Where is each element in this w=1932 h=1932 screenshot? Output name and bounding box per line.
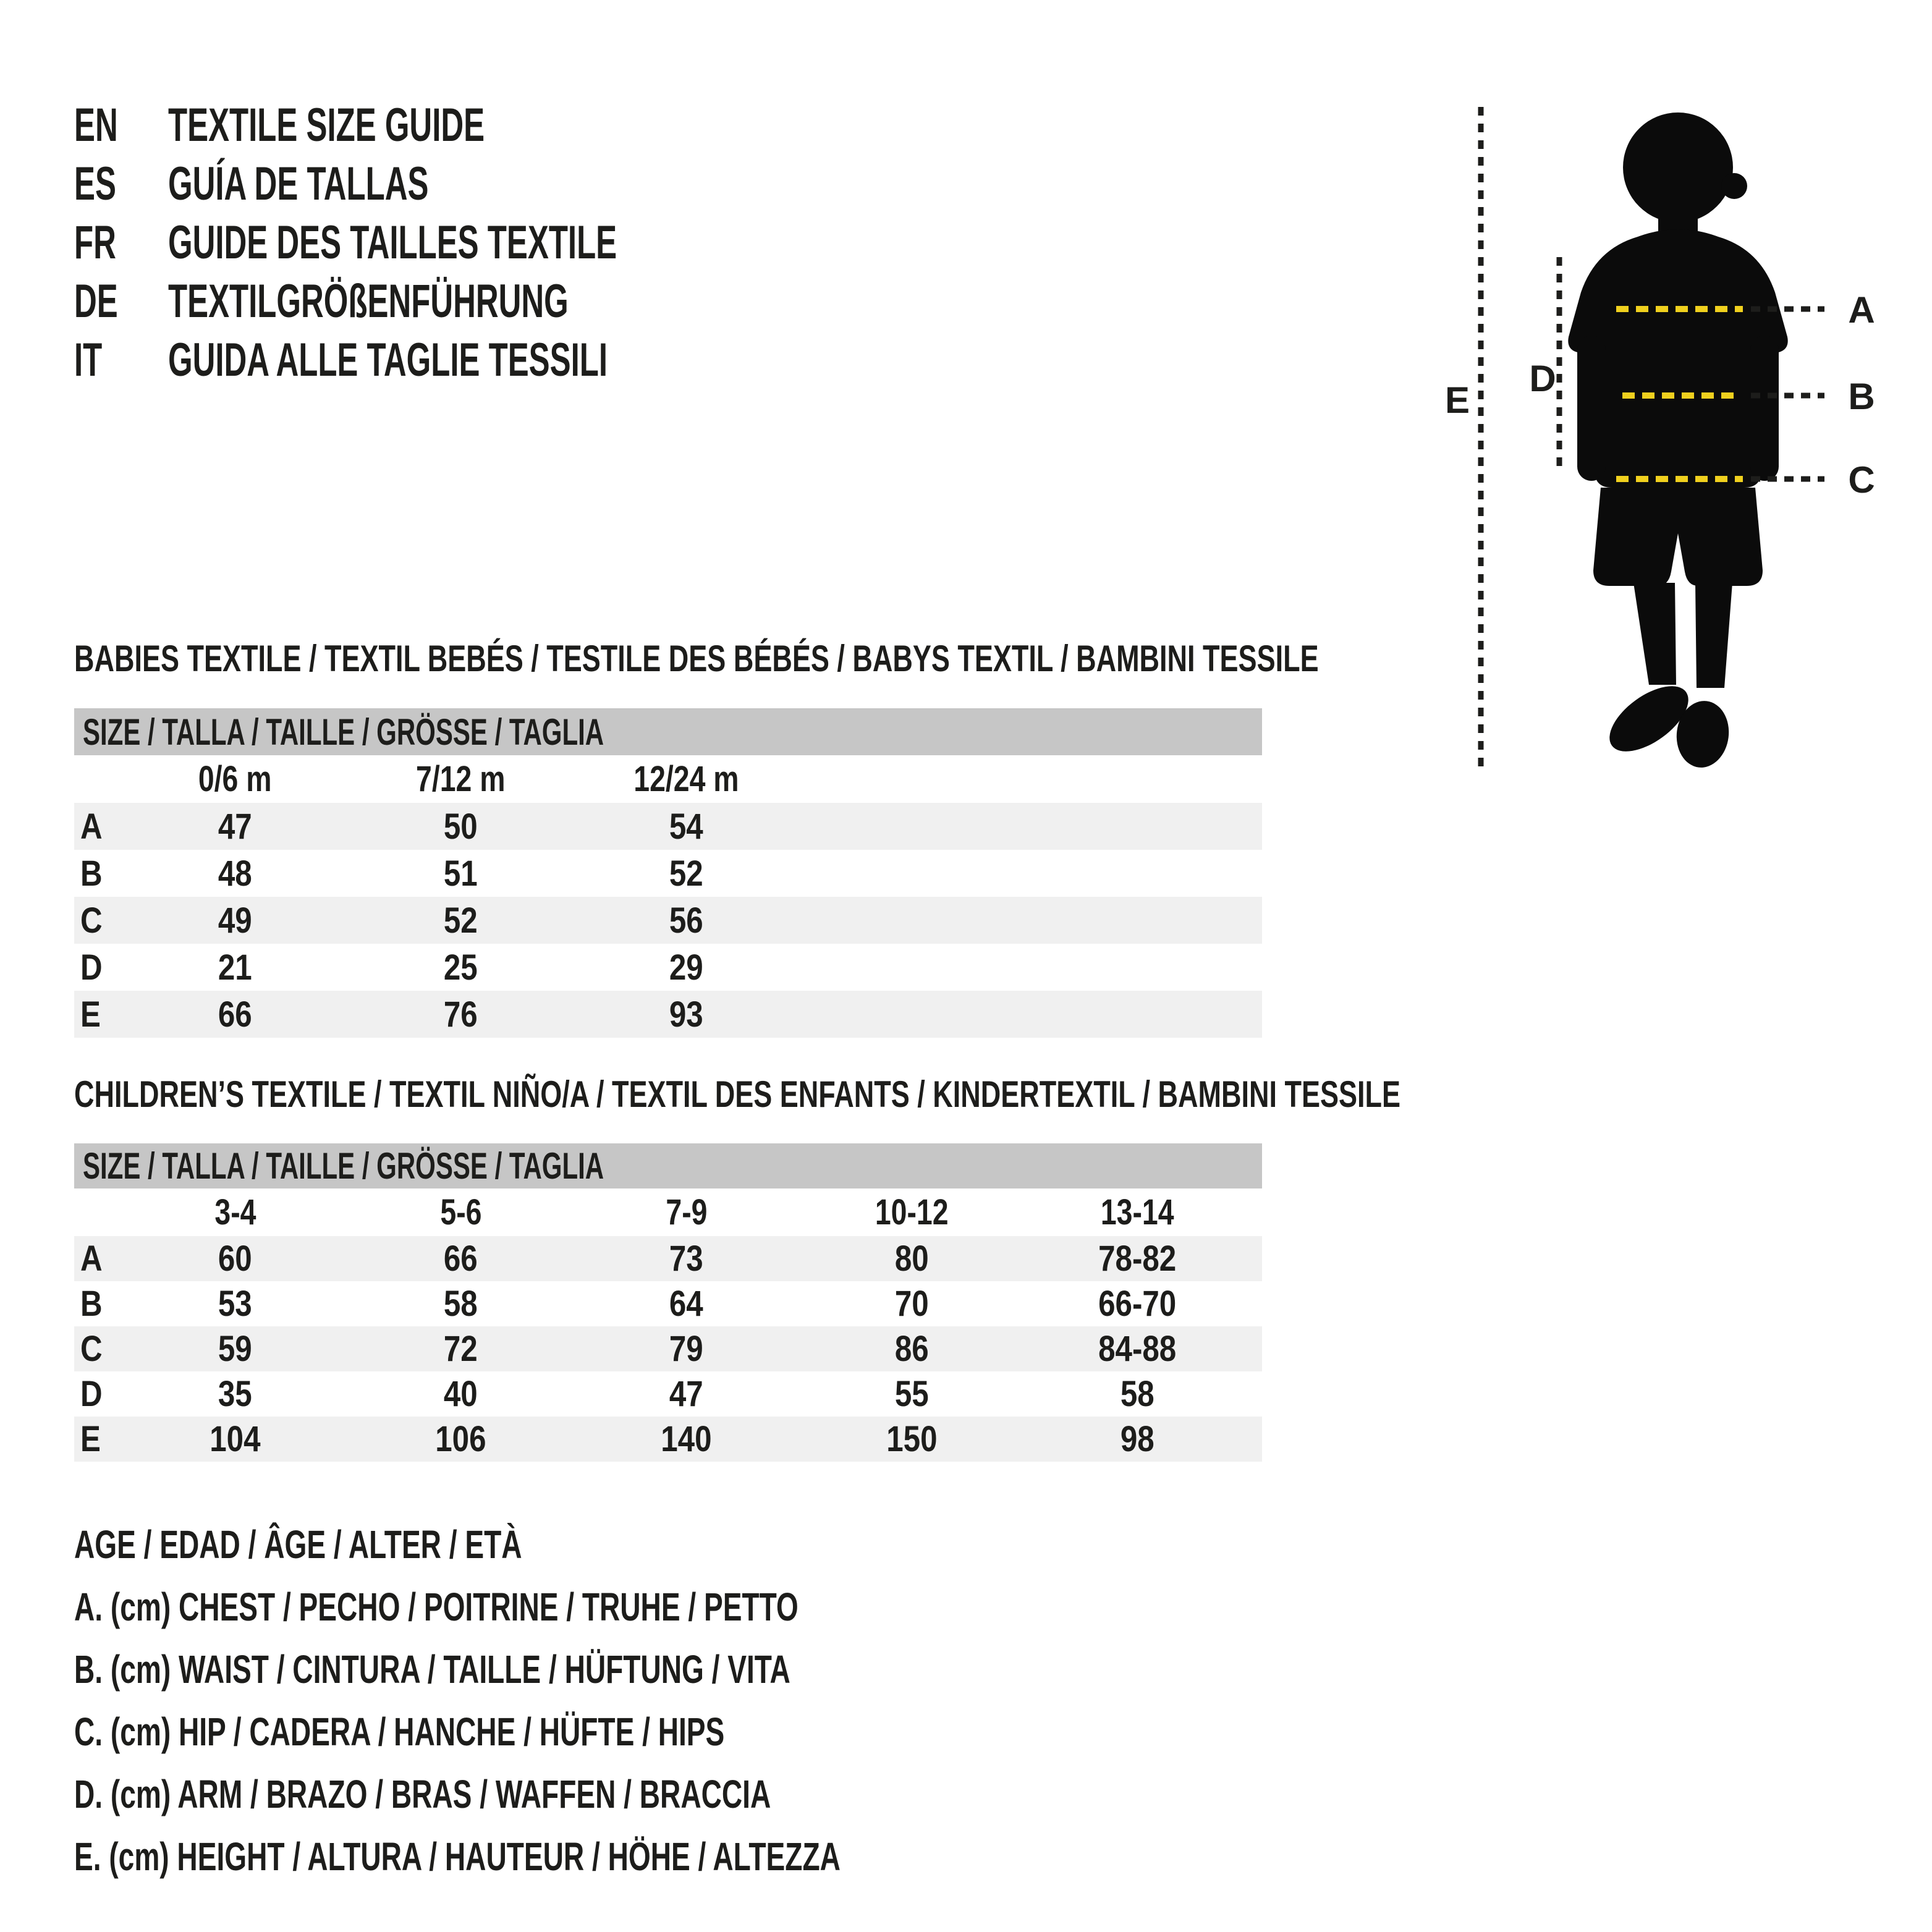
guide-title	[168, 274, 766, 328]
value-cell: 64	[669, 1284, 703, 1324]
value-cell: 80	[895, 1239, 929, 1279]
value-cell: 106	[435, 1419, 486, 1459]
table-row	[74, 1417, 1262, 1462]
size-header-text: SIZE / TALLA / TAILLE / GRÖSSE / TAGLIA	[83, 1145, 604, 1187]
value-cell: 66-70	[1098, 1284, 1177, 1324]
value-cell: 72	[444, 1329, 478, 1369]
language-code-text: ES	[74, 158, 116, 210]
value-cell: 104	[210, 1419, 261, 1459]
value-cell: 50	[444, 806, 478, 847]
guide-title-text: GUÍA DE TALLAS	[168, 158, 429, 210]
value-cell: 49	[218, 900, 252, 941]
value-cell: 93	[669, 994, 703, 1035]
filler-cell	[799, 991, 1262, 1038]
filler-cell	[1250, 1371, 1262, 1417]
guide-title-text: TEXTILE SIZE GUIDE	[168, 99, 485, 151]
figure-label-d: D	[1529, 358, 1556, 399]
header-line-de	[74, 272, 838, 331]
value-cell: 78-82	[1098, 1239, 1177, 1279]
legend-line-age: AGE / EDAD / ÂGE / ALTER / ETÀ	[74, 1522, 522, 1567]
value-cell: 35	[218, 1374, 252, 1414]
value-cell: 59	[218, 1329, 252, 1369]
row-label: D	[80, 947, 103, 988]
babies-section-title	[74, 639, 1734, 679]
value-cell: 58	[1121, 1374, 1155, 1414]
filler-cell	[799, 897, 1262, 944]
language-title-list	[74, 96, 838, 389]
value-cell: 60	[218, 1239, 252, 1279]
guide-title-text: GUIDA ALLE TAGLIE TESSILI	[168, 334, 608, 386]
empty-cell	[74, 755, 122, 803]
row-label: A	[80, 1239, 103, 1279]
value-cell: 21	[218, 947, 252, 988]
measurement-legend	[74, 1513, 1138, 1888]
header-line-fr	[74, 213, 838, 272]
value-cell: 66	[218, 994, 252, 1035]
legend-line-height: E. (cm) HEIGHT / ALTURA / HAUTEUR / HÖHE / ALTEZZA	[74, 1834, 841, 1879]
row-label: E	[80, 1419, 101, 1459]
babies-section-title-text: BABIES TEXTILE / TEXTIL BEBÉS / TESTILE DES BÉBÉS / BABYS TEXTIL / BAMBINI TESSILE	[74, 638, 1319, 679]
filler-cell	[1250, 1326, 1262, 1371]
table-row	[74, 850, 1262, 897]
figure-label-b: B	[1848, 376, 1875, 417]
column-header: 7/12 m	[416, 759, 506, 799]
legend-line-chest: A. (cm) CHEST / PECHO / POITRINE / TRUHE / PETTO	[74, 1584, 799, 1629]
row-label: C	[80, 900, 103, 941]
babies-size-header-bar	[74, 708, 1262, 755]
column-header: 3-4	[214, 1192, 256, 1232]
header-line-en	[74, 96, 838, 155]
value-cell: 140	[661, 1419, 712, 1459]
value-cell: 48	[218, 853, 252, 894]
value-cell: 40	[444, 1374, 478, 1414]
babies-table	[74, 708, 1262, 1038]
legend-line-waist: B. (cm) WAIST / CINTURA / TAILLE / HÜFTUNG / VITA	[74, 1646, 790, 1692]
filler-cell	[799, 850, 1262, 897]
language-code	[74, 274, 168, 328]
column-header: 7-9	[665, 1192, 708, 1232]
language-code-text: EN	[74, 99, 118, 151]
figure-label-a: A	[1848, 289, 1875, 331]
value-cell: 47	[218, 806, 252, 847]
guide-title	[168, 216, 838, 269]
children-section-title-text: CHILDREN’S TEXTILE / TEXTIL NIÑO/A / TEXTIL DES ENFANTS / KINDERTEXTIL / BAMBINI TESSILE	[74, 1074, 1401, 1115]
size-header-text: SIZE / TALLA / TAILLE / GRÖSSE / TAGLIA	[83, 711, 604, 753]
children-section-title	[74, 1075, 1842, 1114]
value-cell: 73	[669, 1239, 703, 1279]
column-header: 10-12	[875, 1192, 949, 1232]
legend-line-arm: D. (cm) ARM / BRAZO / BRAS / WAFFEN / BRACCIA	[74, 1771, 771, 1816]
filler-cell	[799, 803, 1262, 850]
value-cell: 56	[669, 900, 703, 941]
value-cell: 84-88	[1098, 1329, 1177, 1369]
value-cell: 55	[895, 1374, 929, 1414]
row-label: B	[80, 1284, 103, 1324]
filler-cell	[1250, 1417, 1262, 1462]
children-table	[74, 1143, 1262, 1462]
row-label: A	[80, 806, 103, 847]
value-cell: 51	[444, 853, 478, 894]
table-row	[74, 803, 1262, 850]
header-line-it	[74, 331, 838, 389]
guide-title	[168, 333, 824, 387]
column-header: 13-14	[1101, 1192, 1174, 1232]
row-label: C	[80, 1329, 103, 1369]
row-label: D	[80, 1374, 103, 1414]
filler-cell	[1250, 1188, 1262, 1236]
babies-column-header-row	[74, 755, 1262, 803]
language-code	[74, 333, 168, 387]
filler-cell	[799, 755, 1262, 803]
value-cell: 29	[669, 947, 703, 988]
guide-title	[168, 157, 557, 211]
filler-cell	[1250, 1281, 1262, 1326]
language-code	[74, 216, 168, 269]
table-row	[74, 1236, 1262, 1281]
value-cell: 98	[1121, 1419, 1155, 1459]
column-header: 12/24 m	[633, 759, 739, 799]
row-label: E	[80, 994, 101, 1035]
children-size-header-bar	[74, 1143, 1262, 1188]
figure-label-c: C	[1848, 459, 1875, 501]
value-cell: 25	[444, 947, 478, 988]
language-code-text: FR	[74, 216, 116, 269]
value-cell: 53	[218, 1284, 252, 1324]
table-row	[74, 1371, 1262, 1417]
value-cell: 58	[444, 1284, 478, 1324]
table-row	[74, 897, 1262, 944]
table-row	[74, 944, 1262, 991]
table-row	[74, 991, 1262, 1038]
empty-cell	[74, 1188, 122, 1236]
value-cell: 70	[895, 1284, 929, 1324]
language-code-text: IT	[74, 334, 103, 386]
row-label: B	[80, 853, 103, 894]
table-row	[74, 1281, 1262, 1326]
language-code-text: DE	[74, 275, 118, 328]
guide-title-text: TEXTILGRÖßENFÜHRUNG	[168, 275, 569, 328]
value-cell: 52	[444, 900, 478, 941]
column-header: 0/6 m	[198, 759, 272, 799]
value-cell: 54	[669, 806, 703, 847]
language-code	[74, 157, 168, 211]
value-cell: 66	[444, 1239, 478, 1279]
figure-label-e: E	[1444, 379, 1470, 421]
value-cell: 86	[895, 1329, 929, 1369]
legend-line-hip: C. (cm) HIP / CADERA / HANCHE / HÜFTE / HIPS	[74, 1709, 725, 1754]
filler-cell	[799, 944, 1262, 991]
value-cell: 76	[444, 994, 478, 1035]
children-column-header-row	[74, 1188, 1262, 1236]
guide-title-text: GUIDE DES TAILLES TEXTILE	[168, 216, 617, 269]
column-header: 5-6	[439, 1192, 482, 1232]
header-line-es	[74, 155, 838, 213]
value-cell: 79	[669, 1329, 703, 1369]
table-row	[74, 1326, 1262, 1371]
value-cell: 47	[669, 1374, 703, 1414]
value-cell: 52	[669, 853, 703, 894]
guide-title	[168, 98, 640, 152]
language-code	[74, 98, 168, 152]
filler-cell	[1250, 1236, 1262, 1281]
value-cell: 150	[886, 1419, 938, 1459]
